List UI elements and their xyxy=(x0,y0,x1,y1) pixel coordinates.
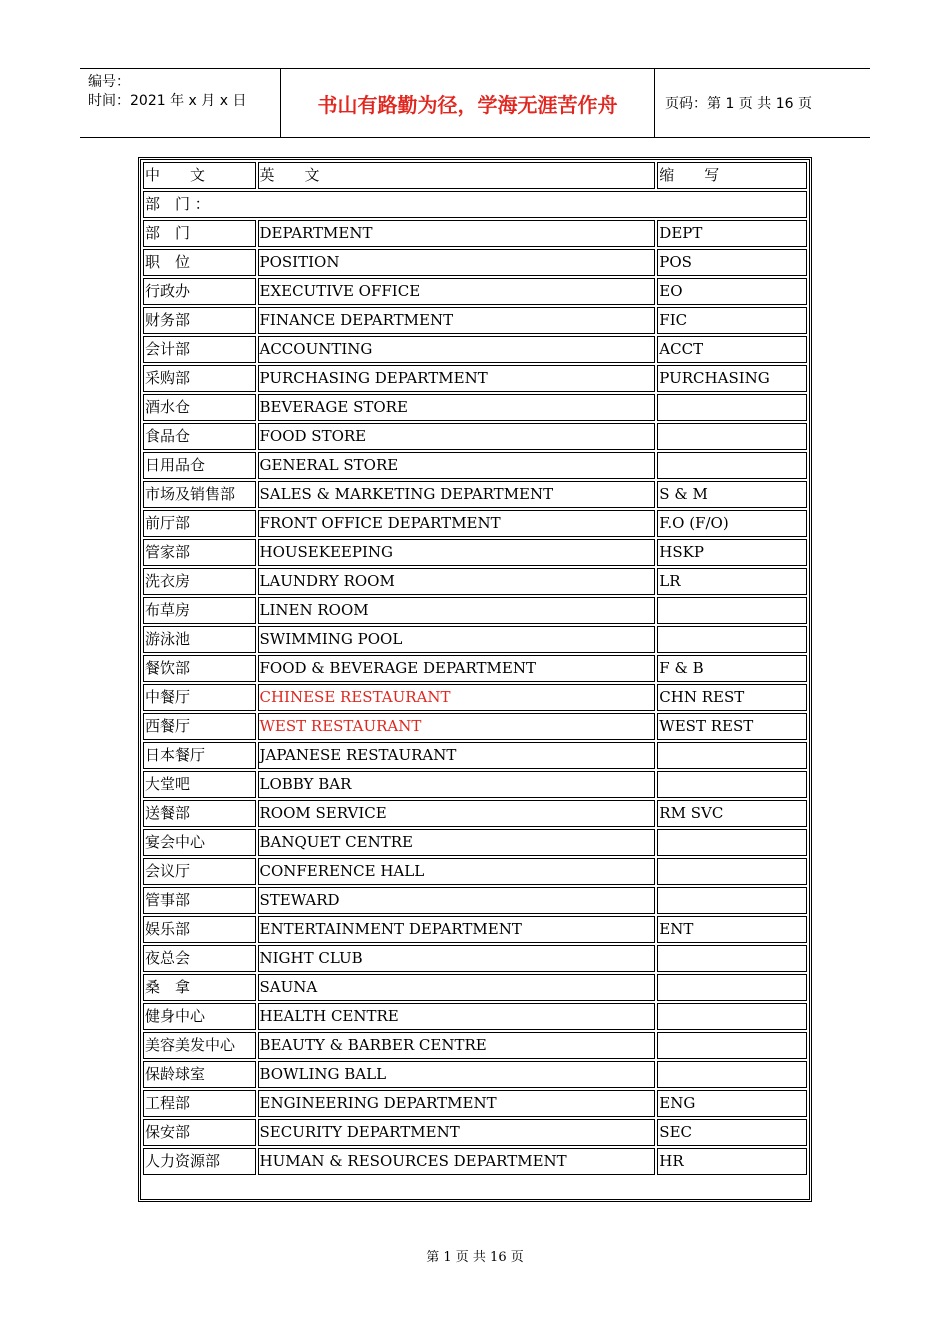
cell-chinese: 工程部 xyxy=(143,1090,256,1117)
cell-abbreviation xyxy=(657,829,807,856)
document-number-label: 编号： xyxy=(88,74,130,90)
table-row xyxy=(143,336,807,363)
page-footer: 第 1 页 共 16 页 xyxy=(426,1250,524,1265)
cell-abbreviation: POS xyxy=(657,249,807,276)
cell-chinese: 洗衣房 xyxy=(143,568,256,595)
table-row xyxy=(143,626,807,653)
cell-chinese: 大堂吧 xyxy=(143,771,256,798)
cell-english: SWIMMING POOL xyxy=(258,626,656,653)
cell-chinese: 管事部 xyxy=(143,887,256,914)
table-row xyxy=(143,394,807,421)
cell-abbreviation xyxy=(657,452,807,479)
cell-english: HEALTH CENTRE xyxy=(258,1003,656,1030)
cell-english: LINEN ROOM xyxy=(258,597,656,624)
table-row xyxy=(143,510,807,537)
cell-abbreviation: ACCT xyxy=(657,336,807,363)
cell-chinese: 夜总会 xyxy=(143,945,256,972)
table-row xyxy=(143,684,807,711)
table-row xyxy=(143,916,807,943)
cell-abbreviation xyxy=(657,771,807,798)
cell-english: FOOD & BEVERAGE DEPARTMENT xyxy=(258,655,656,682)
cell-abbreviation: ENG xyxy=(657,1090,807,1117)
cell-english: ENGINEERING DEPARTMENT xyxy=(258,1090,656,1117)
table-row xyxy=(143,1061,807,1088)
table-body xyxy=(143,220,807,1175)
table-row xyxy=(143,1119,807,1146)
cell-chinese: 食品仓 xyxy=(143,423,256,450)
header-meta xyxy=(80,69,281,137)
cell-english: ENTERTAINMENT DEPARTMENT xyxy=(258,916,656,943)
cell-chinese: 行政办 xyxy=(143,278,256,305)
table-row xyxy=(143,829,807,856)
table-row xyxy=(143,771,807,798)
cell-abbreviation: HR xyxy=(657,1148,807,1175)
cell-abbreviation xyxy=(657,887,807,914)
table-row xyxy=(143,1090,807,1117)
cell-abbreviation: HSKP xyxy=(657,539,807,566)
table-row xyxy=(143,220,807,247)
table-row xyxy=(143,568,807,595)
cell-english: HOUSEKEEPING xyxy=(258,539,656,566)
cell-chinese: 酒水仓 xyxy=(143,394,256,421)
table-row xyxy=(143,945,807,972)
cell-english: SALES & MARKETING DEPARTMENT xyxy=(258,481,656,508)
cell-abbreviation: DEPT xyxy=(657,220,807,247)
cell-english: BANQUET CENTRE xyxy=(258,829,656,856)
cell-abbreviation: RM SVC xyxy=(657,800,807,827)
cell-abbreviation xyxy=(657,394,807,421)
table-row xyxy=(143,713,807,740)
cell-chinese: 西餐厅 xyxy=(143,713,256,740)
cell-chinese: 保龄球室 xyxy=(143,1061,256,1088)
table-row xyxy=(143,887,807,914)
cell-english: NIGHT CLUB xyxy=(258,945,656,972)
cell-english: ROOM SERVICE xyxy=(258,800,656,827)
table-row xyxy=(143,481,807,508)
table-row xyxy=(143,249,807,276)
cell-abbreviation xyxy=(657,423,807,450)
cell-abbreviation xyxy=(657,742,807,769)
table-row xyxy=(143,1148,807,1175)
cell-abbreviation: F & B xyxy=(657,655,807,682)
section-title: 部 门 ： xyxy=(143,191,807,218)
table-header-row xyxy=(143,162,807,189)
cell-abbreviation xyxy=(657,974,807,1001)
cell-english: LOBBY BAR xyxy=(258,771,656,798)
cell-english: BEAUTY & BARBER CENTRE xyxy=(258,1032,656,1059)
cell-abbreviation xyxy=(657,858,807,885)
cell-abbreviation: FIC xyxy=(657,307,807,334)
cell-chinese: 餐饮部 xyxy=(143,655,256,682)
table-row xyxy=(143,539,807,566)
cell-chinese: 市场及销售部 xyxy=(143,481,256,508)
header-motto: 书山有路勤为径，学海无涯苦作舟 xyxy=(281,69,655,137)
cell-chinese: 日用品仓 xyxy=(143,452,256,479)
cell-chinese: 采购部 xyxy=(143,365,256,392)
cell-english: BOWLING BALL xyxy=(258,1061,656,1088)
cell-english: FRONT OFFICE DEPARTMENT xyxy=(258,510,656,537)
cell-chinese: 布草房 xyxy=(143,597,256,624)
cell-abbreviation: F.O (F/O) xyxy=(657,510,807,537)
cell-chinese: 美容美发中心 xyxy=(143,1032,256,1059)
cell-chinese: 人力资源部 xyxy=(143,1148,256,1175)
cell-english: EXECUTIVE OFFICE xyxy=(258,278,656,305)
cell-abbreviation: ENT xyxy=(657,916,807,943)
header-english: 英 文 xyxy=(258,162,656,189)
cell-english: BEVERAGE STORE xyxy=(258,394,656,421)
cell-english: PURCHASING DEPARTMENT xyxy=(258,365,656,392)
table-row xyxy=(143,1003,807,1030)
cell-chinese: 宴会中心 xyxy=(143,829,256,856)
cell-english: CONFERENCE HALL xyxy=(258,858,656,885)
cell-abbreviation xyxy=(657,1003,807,1030)
cell-chinese: 会计部 xyxy=(143,336,256,363)
cell-english: DEPARTMENT xyxy=(258,220,656,247)
cell-abbreviation xyxy=(657,945,807,972)
table-row xyxy=(143,597,807,624)
table-row xyxy=(143,655,807,682)
cell-abbreviation xyxy=(657,1032,807,1059)
cell-chinese: 会议厅 xyxy=(143,858,256,885)
cell-english: WEST RESTAURANT xyxy=(258,713,656,740)
cell-chinese: 桑 拿 xyxy=(143,974,256,1001)
cell-chinese: 送餐部 xyxy=(143,800,256,827)
cell-chinese: 中餐厅 xyxy=(143,684,256,711)
cell-abbreviation: WEST REST xyxy=(657,713,807,740)
cell-english: LAUNDRY ROOM xyxy=(258,568,656,595)
cell-chinese: 日本餐厅 xyxy=(143,742,256,769)
cell-chinese: 游泳池 xyxy=(143,626,256,653)
cell-chinese: 保安部 xyxy=(143,1119,256,1146)
header-abbreviation: 缩 写 xyxy=(657,162,807,189)
cell-english: JAPANESE RESTAURANT xyxy=(258,742,656,769)
section-row xyxy=(143,191,807,218)
table-row xyxy=(143,1032,807,1059)
cell-chinese: 管家部 xyxy=(143,539,256,566)
cell-abbreviation xyxy=(657,1061,807,1088)
cell-english: GENERAL STORE xyxy=(258,452,656,479)
table-row xyxy=(143,365,807,392)
cell-english: SECURITY DEPARTMENT xyxy=(258,1119,656,1146)
cell-chinese: 娱乐部 xyxy=(143,916,256,943)
table-row xyxy=(143,307,807,334)
cell-english: FINANCE DEPARTMENT xyxy=(258,307,656,334)
cell-chinese: 前厅部 xyxy=(143,510,256,537)
cell-abbreviation xyxy=(657,597,807,624)
table-row xyxy=(143,742,807,769)
table-row xyxy=(143,858,807,885)
header-chinese: 中 文 xyxy=(143,162,256,189)
cell-abbreviation: S & M xyxy=(657,481,807,508)
document-date: 时间：2021 年 x 月 x 日 xyxy=(88,93,247,109)
cell-english: POSITION xyxy=(258,249,656,276)
cell-english: STEWARD xyxy=(258,887,656,914)
header-page-info: 页码：第 1 页 共 16 页 xyxy=(665,96,812,112)
terminology-table xyxy=(138,157,812,1202)
table-row xyxy=(143,278,807,305)
cell-english: SAUNA xyxy=(258,974,656,1001)
cell-abbreviation: EO xyxy=(657,278,807,305)
table-row xyxy=(143,800,807,827)
table-row xyxy=(143,974,807,1001)
cell-english: CHINESE RESTAURANT xyxy=(258,684,656,711)
cell-english: ACCOUNTING xyxy=(258,336,656,363)
cell-chinese: 部 门 xyxy=(143,220,256,247)
cell-abbreviation: SEC xyxy=(657,1119,807,1146)
page-header xyxy=(80,68,870,138)
cell-abbreviation xyxy=(657,626,807,653)
cell-chinese: 健身中心 xyxy=(143,1003,256,1030)
cell-chinese: 财务部 xyxy=(143,307,256,334)
department-glossary xyxy=(141,160,809,1177)
table-row xyxy=(143,452,807,479)
table-row xyxy=(143,423,807,450)
cell-abbreviation: CHN REST xyxy=(657,684,807,711)
cell-chinese: 职 位 xyxy=(143,249,256,276)
cell-english: HUMAN & RESOURCES DEPARTMENT xyxy=(258,1148,656,1175)
cell-english: FOOD STORE xyxy=(258,423,656,450)
cell-abbreviation: PURCHASING xyxy=(657,365,807,392)
cell-abbreviation: LR xyxy=(657,568,807,595)
